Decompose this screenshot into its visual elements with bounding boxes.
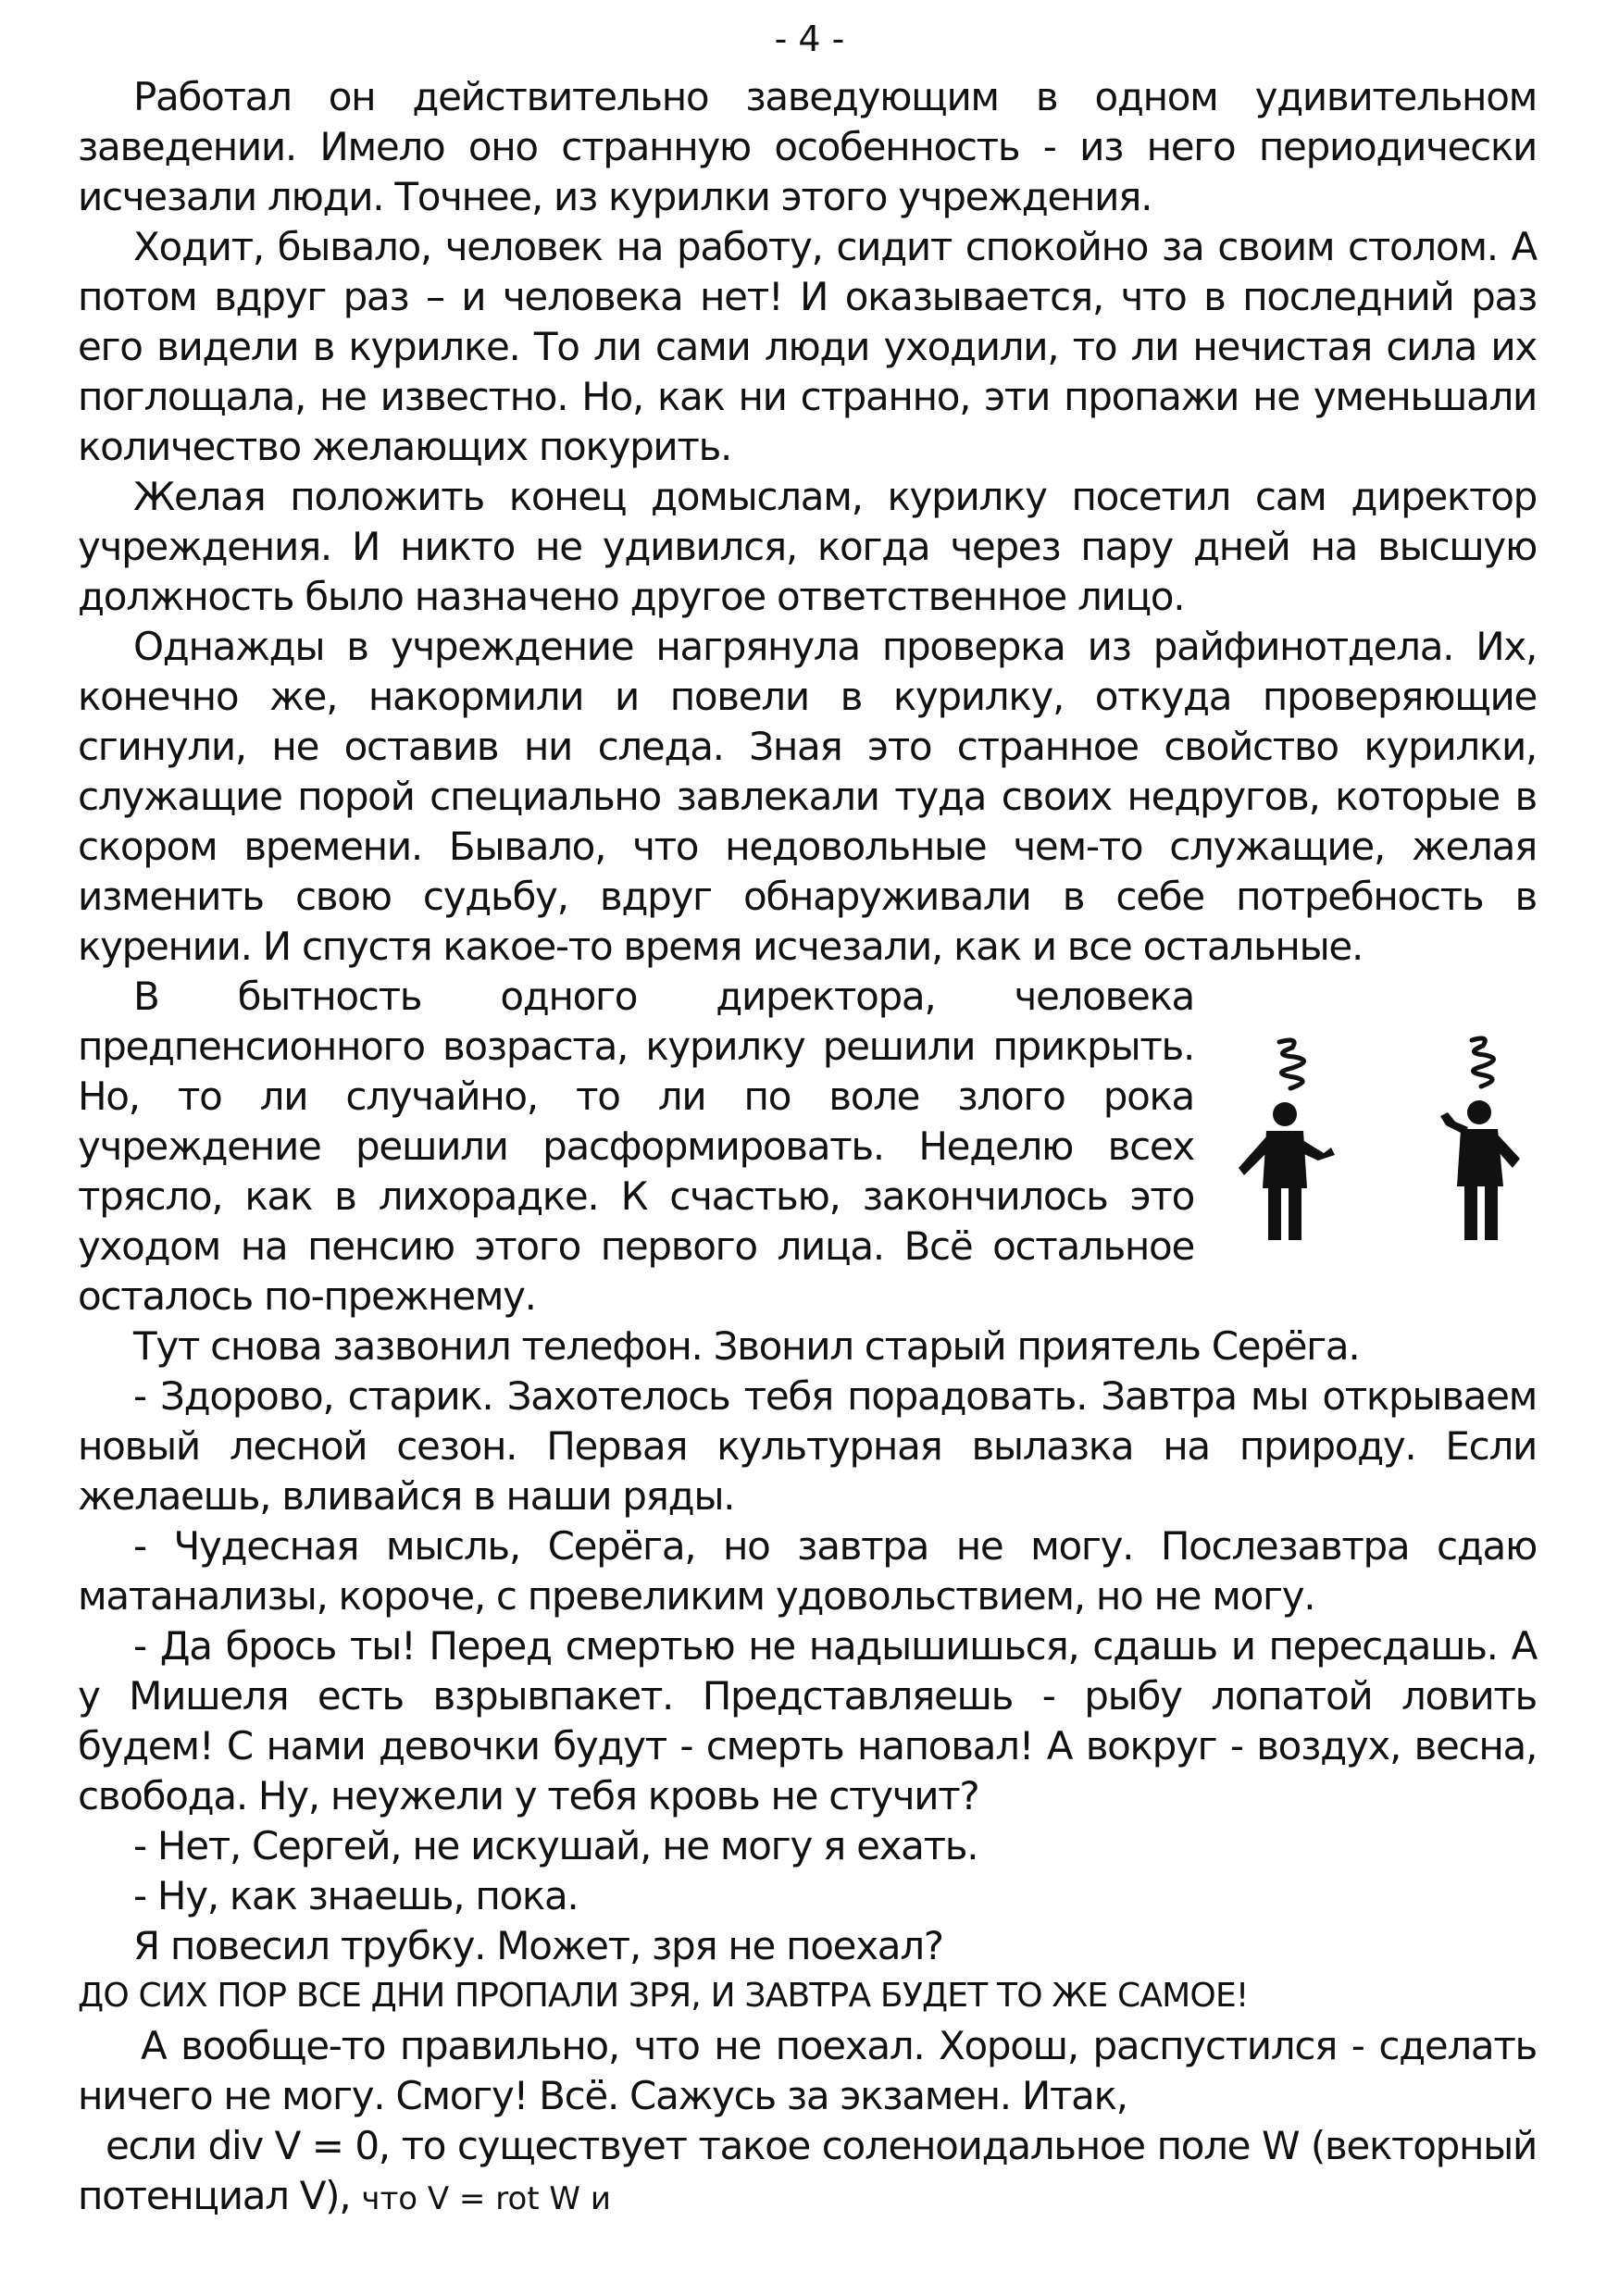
paragraph-3: Желая положить конец домыслам, курилку посетил сам директор учреждения. И никто не удивился, когда через пару дней на высшую должность было назначено другое ответственное лицо. (78, 474, 1537, 619)
page-number: - 4 - (774, 19, 845, 59)
paragraph-2: Ходит, бывало, человек на работу, сидит спокойно за своим столом. А потом вдруг раз – и человека нет! И оказывается, что в последний раз его видели в курилке. То ли сами люди уходили, то ли нечистая сила их поглощала, не известно. Но, как ни странно, эти пропажи не уменьшали количество желающих покурить. (78, 224, 1537, 469)
paragraph-5: В бытность одного директора, человека предпенсионного возраста, курилку решили прикрыть. Но, то ли случайно, то ли по воле злого рока учреждение решили расформировать. Неделю всех трясло, как в лихорадке. К счастью, закончилось это уходом на пенсию этого первого лица. Всё остальное осталось по-прежнему. (78, 974, 1194, 1319)
paragraph-1: Работал он действительно заведующим в одном удивительном заведении. Имело оно странную особенность - из него периодически исчезали люди. Точнее, из курилки этого учреждения. (78, 74, 1537, 219)
paragraph-4: Однажды в учреждение нагрянула проверка из райфинотдела. Их, конечно же, накормили и повели в курилку, откуда проверяющие сгинули, не оставив ни следа. Зная это странное свойство курилки, служащие порой специально завлекали туда своих недругов, которые в скором времени. Бывало, что недовольные чем-то служащие, желая изменить свою судьбу, вдруг обнаруживали в себе потребность в курении. И спустя какое-то время исчезали, как и все остальные. (78, 624, 1537, 969)
paragraph-12: Я повесил трубку. Может, зря не поехал? (133, 1923, 943, 1968)
two-smokers-icon (1222, 1029, 1537, 1256)
formula-small-text: что V = rot W и (361, 2180, 611, 2217)
paragraph-with-figure (78, 972, 1537, 1322)
formula-text: если div V = 0, то существует такое соленоидальное поле W (векторный потенциал V), (78, 2123, 1537, 2218)
paragraph-11: - Ну, как знаешь, пока. (133, 1873, 579, 1918)
paragraph-13: А вообще-то правильно, что не поехал. Хорош, распустился - сделать ничего не могу. Смогу! Всё. Сажусь за экзамен. Итак, (78, 2023, 1537, 2118)
caps-line: ДО СИХ ПОР ВСЕ ДНИ ПРОПАЛИ ЗРЯ, И ЗАВТРА БУДЕТ ТО ЖЕ САМОЕ! (78, 1977, 1249, 2015)
paragraph-6: Тут снова зазвонил телефон. Звонил старый приятель Серёга. (133, 1323, 1360, 1369)
paragraph-9: - Да брось ты! Перед смертью не надышишься, сдашь и пересдашь. А у Мишеля есть взрывпакет. Представляешь - рыбу лопатой ловить будем! С нами девочки будут - смерть наповал! А вокруг - воздух, весна, свобода. Ну, неужели у тебя кровь не стучит? (78, 1623, 1537, 1818)
paragraph-10: - Нет, Сергей, не искушай, не могу я ехать. (133, 1823, 978, 1868)
paragraph-7: - Здорово, старик. Захотелось тебя порадовать. Завтра мы открываем новый лесной сезон. Первая культурная вылазка на природу. Если желаешь, вливайся в наши ряды. (78, 1373, 1537, 1519)
document-body (78, 72, 1537, 2224)
paragraph-8: - Чудесная мысль, Серёга, но завтра не могу. Послезавтра сдаю матанализы, короче, с превеликим удовольствием, но не могу. (78, 1523, 1537, 1619)
paragraph-14 (78, 2121, 1537, 2224)
